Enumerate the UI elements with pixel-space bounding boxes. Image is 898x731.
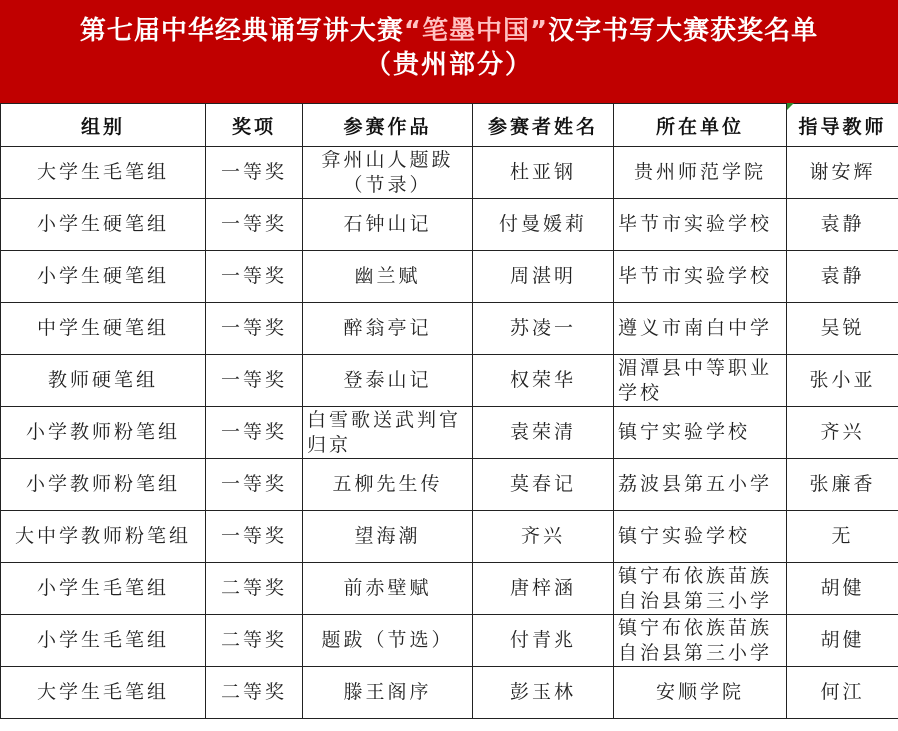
awards-table-body [1,147,898,719]
cell-unit: 毕节市实验学校 [614,199,787,251]
cell-teacher: 张廉香 [787,459,898,511]
cell-award: 一等奖 [206,459,303,511]
cell-unit: 镇宁布依族苗族自治县第三小学 [614,615,787,667]
cell-group: 小学生硬笔组 [1,251,206,303]
title-tail: 汉字书写大赛获奖名单 [548,16,819,46]
cell-group: 大中学教师粉笔组 [1,511,206,563]
cell-work: 醉翁亭记 [303,303,473,355]
cell-teacher: 吴锐 [787,303,898,355]
cell-teacher: 张小亚 [787,355,898,407]
table-row [1,355,898,407]
cell-teacher: 袁静 [787,251,898,303]
header-group: 组别 [1,104,206,147]
header-work: 参赛作品 [303,104,473,147]
table-row [1,511,898,563]
cell-work: 望海潮 [303,511,473,563]
cell-name: 杜亚钢 [473,147,614,199]
cell-award: 一等奖 [206,251,303,303]
cell-teacher: 袁静 [787,199,898,251]
cell-group: 小学生毛笔组 [1,615,206,667]
cell-award: 一等奖 [206,355,303,407]
cell-unit: 镇宁实验学校 [614,407,787,459]
cell-unit: 贵州师范学院 [614,147,787,199]
page-title [0,14,898,48]
cell-award: 二等奖 [206,563,303,615]
cell-teacher: 齐兴 [787,407,898,459]
cell-teacher: 何江 [787,667,898,719]
awards-table [0,103,898,719]
cell-name: 莫春记 [473,459,614,511]
table-row [1,615,898,667]
cell-award: 二等奖 [206,615,303,667]
cell-teacher: 胡健 [787,563,898,615]
table-row [1,251,898,303]
page-subtitle: （贵州部分） [364,50,533,80]
header-teacher: 指导教师 [787,104,898,147]
cell-unit: 安顺学院 [614,667,787,719]
cell-group: 大学生毛笔组 [1,667,206,719]
cell-work: 弇州山人题跋（节录） [303,147,473,199]
cell-group: 小学教师粉笔组 [1,407,206,459]
cell-award: 一等奖 [206,407,303,459]
cell-unit: 湄潭县中等职业学校 [614,355,787,407]
cell-name: 付曼媛莉 [473,199,614,251]
cell-unit: 遵义市南白中学 [614,303,787,355]
title-highlight: “笔墨中国” [403,16,549,46]
header-award: 奖项 [206,104,303,147]
cell-teacher: 谢安辉 [787,147,898,199]
cell-marker-icon [787,103,794,110]
table-row [1,303,898,355]
cell-teacher: 无 [787,511,898,563]
table-row [1,407,898,459]
cell-work: 石钟山记 [303,199,473,251]
cell-name: 齐兴 [473,511,614,563]
cell-group: 小学教师粉笔组 [1,459,206,511]
cell-work: 题跋（节选） [303,615,473,667]
table-row [1,147,898,199]
cell-group: 小学生毛笔组 [1,563,206,615]
header-row [1,104,898,147]
cell-name: 彭玉林 [473,667,614,719]
table-row [1,199,898,251]
cell-award: 一等奖 [206,147,303,199]
title-banner [0,0,898,103]
cell-work: 前赤壁赋 [303,563,473,615]
table-row [1,459,898,511]
table-row [1,563,898,615]
header-name: 参赛者姓名 [473,104,614,147]
cell-name: 付青兆 [473,615,614,667]
cell-group: 教师硬笔组 [1,355,206,407]
cell-group: 小学生硬笔组 [1,199,206,251]
cell-award: 一等奖 [206,303,303,355]
cell-unit: 荔波县第五小学 [614,459,787,511]
cell-group: 大学生毛笔组 [1,147,206,199]
cell-award: 二等奖 [206,667,303,719]
cell-work: 五柳先生传 [303,459,473,511]
table-row [1,667,898,719]
cell-award: 一等奖 [206,511,303,563]
cell-name: 袁荣清 [473,407,614,459]
cell-teacher: 胡健 [787,615,898,667]
cell-unit: 镇宁布依族苗族自治县第三小学 [614,563,787,615]
cell-unit: 毕节市实验学校 [614,251,787,303]
cell-work: 幽兰赋 [303,251,473,303]
cell-work: 白雪歌送武判官归京 [303,407,473,459]
cell-name: 权荣华 [473,355,614,407]
cell-name: 苏凌一 [473,303,614,355]
cell-award: 一等奖 [206,199,303,251]
cell-name: 唐梓涵 [473,563,614,615]
cell-name: 周湛明 [473,251,614,303]
title-main: 第七届中华经典诵写讲大赛 [79,16,404,46]
cell-work: 登泰山记 [303,355,473,407]
header-unit: 所在单位 [614,104,787,147]
cell-group: 中学生硬笔组 [1,303,206,355]
cell-unit: 镇宁实验学校 [614,511,787,563]
cell-work: 滕王阁序 [303,667,473,719]
